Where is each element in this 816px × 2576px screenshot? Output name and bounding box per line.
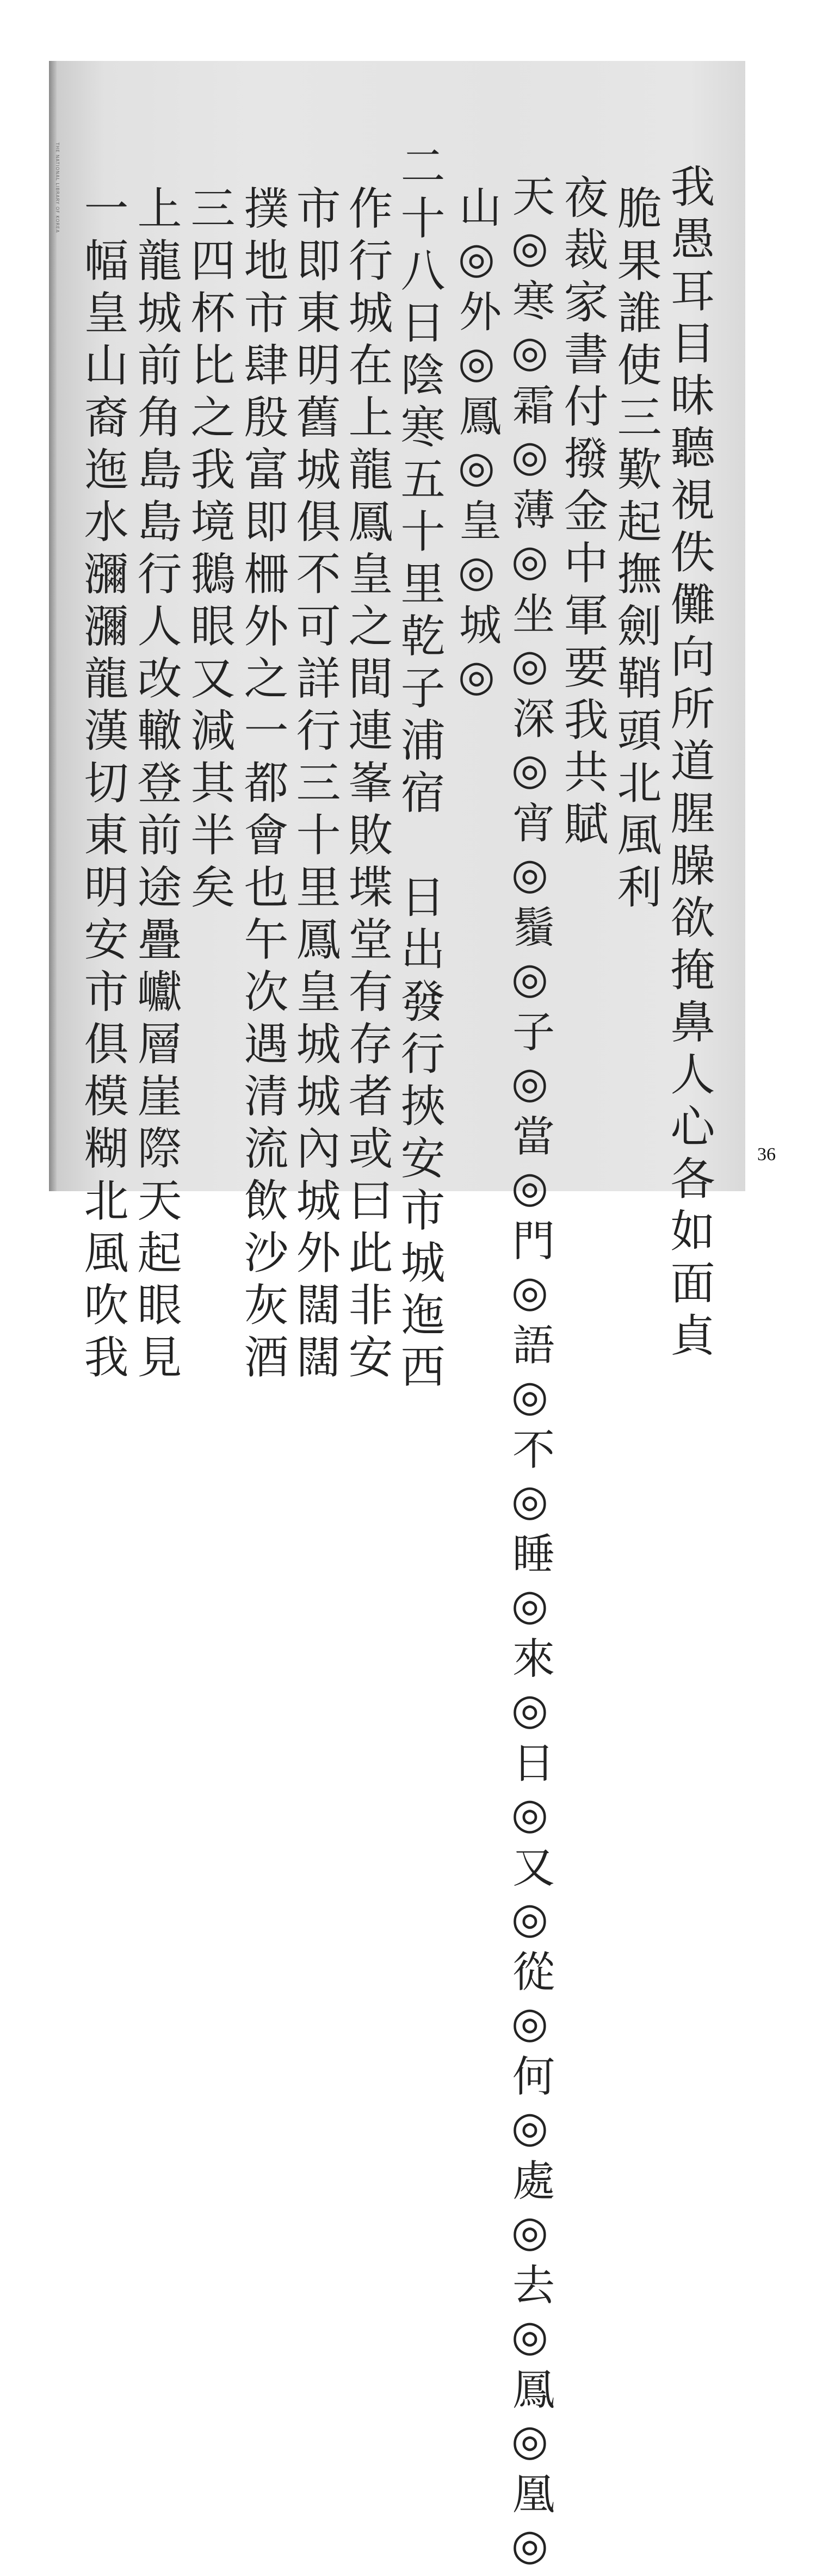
manuscript-page-scan [49,61,745,2576]
text-column-11: 上龍城前角島島行人改轍登前途疊巘層崖際天起眼見 [130,185,182,1386]
text-column-6: 二十八日陰寒五十里乾子浦宿 日出發行挾安市城迤西 [393,143,445,1396]
text-column-3: 夜裁家書付撥金中軍要我共賦 [557,174,608,853]
text-column-1: 我愚耳目昧聽視佚儺向所道腥臊欲掩鼻人心各如面貞 [663,163,715,1364]
library-stamp: THE NATIONAL LIBRARY OF KOREA [55,143,60,233]
text-column-2: 脆果誰使三歎起撫劍鞘頭北風利 [610,185,662,916]
page-number: 36 [757,1144,776,1165]
text-column-12: 一幅皇山裔迤水瀰瀰龍漢切東明安市俱模糊北風吹我 [77,185,128,1386]
text-column-10: 三四杯比之我境鵝眼又減其半矣 [183,185,235,916]
text-column-4: 天◎寒◎霜◎薄◎坐◎深◎宵◎鬚◎子◎當◎門◎語◎不◎睡◎來◎日◎又◎從◎何◎處◎去◎鳳◎凰◎ [505,174,554,2576]
text-column-7: 作行城在上龍鳳皇之間連峯敗堞堂有存者或曰此非安 [341,185,393,1386]
text-column-5: 山◎外◎鳳◎皇◎城◎ [452,185,501,707]
text-column-9: 撲地市肆殷富即柵外之一都會也午次遇清流飲沙灰酒 [237,185,288,1386]
text-column-8: 市即東明舊城俱不可詳行三十里鳳皇城城內城外闊闊 [289,185,341,1386]
